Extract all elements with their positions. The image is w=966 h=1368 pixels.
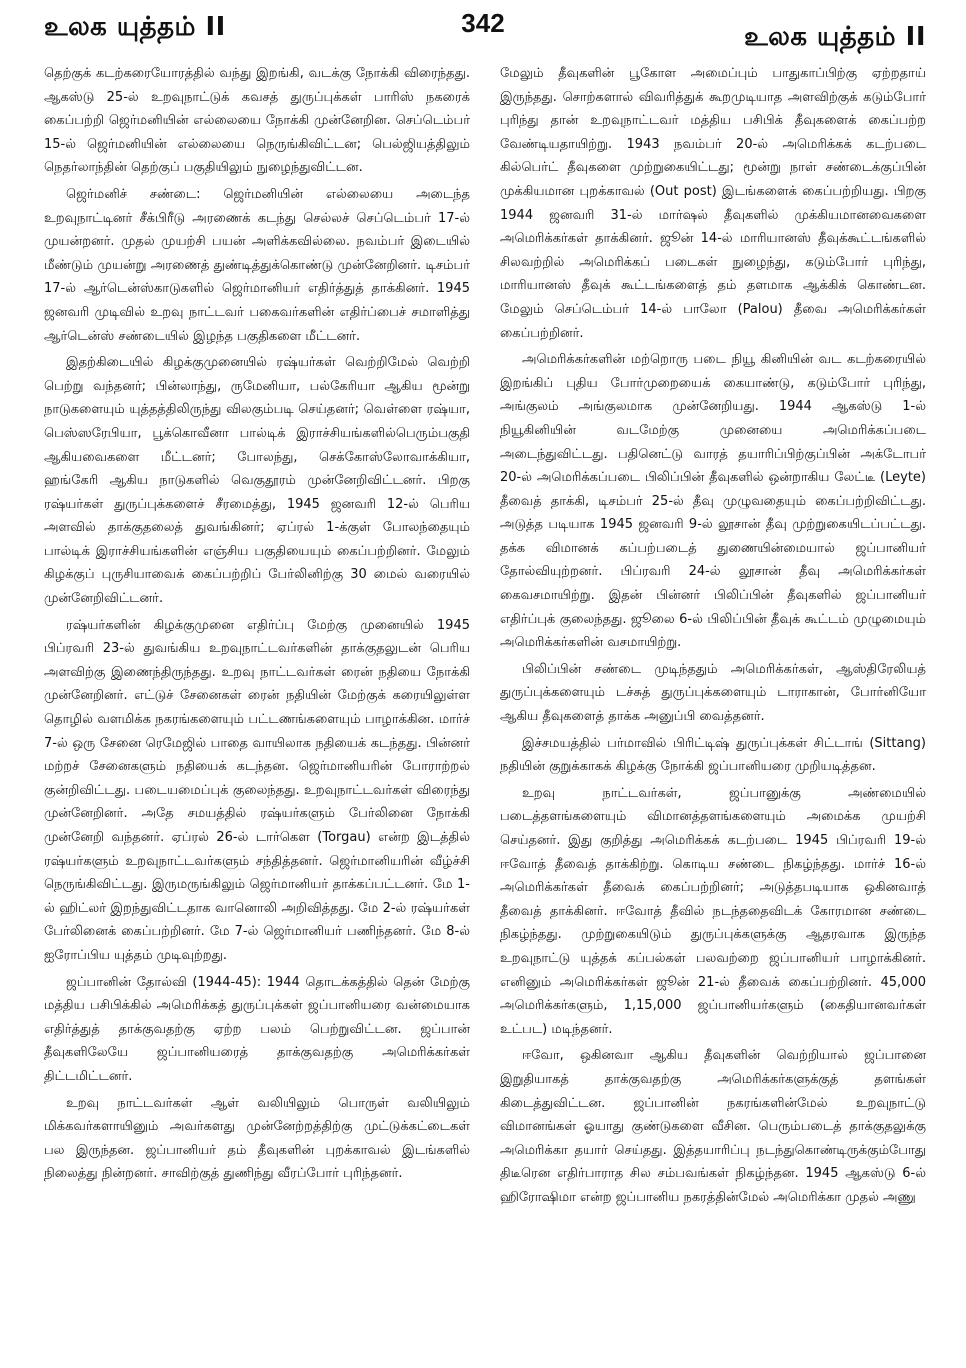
paragraph: இச்சமயத்தில் பர்மாவில் பிரிட்டிஷ் துருப்புக்கள் சிட்டாங் (Sittang) நதியின் குறுக்காகக் கிழக்கு நோக்கி ஜப்பானியரை முறியடித்தன. [500, 735, 926, 775]
paragraph: தெற்குக் கடற்கரையோரத்தில் வந்து இறங்கி, வடக்கு நோக்கி விரைந்தது. ஆகஸ்டு 25-ல் உறவுநாட்டுக் கவசத் துருப்புக்கள் பாரிஸ் நகரைக் கைப்பற்றி ஜெர்மனியின் எல்லையை நோக்கி முன்னேறின. செப்டெம்பர் 15-ல் ஜெர்மனியின் எல்லையை நெருங்கிவிட்டன; பெல்ஜியத்திலும் நெதர்லாந்தின் தெற்குப் பகுதியிலும் நுழைந்துவிட்டன. [44, 66, 470, 176]
running-head-left: உலக யுத்தம் II [44, 12, 226, 42]
paragraph: உறவு நாட்டவர்கள், ஜப்பானுக்கு அண்மையில் படைத்தளங்களையும் விமானத்தளங்களையும் அமைக்க முயற்சி செய்தனர். இது குறித்து அமெரிக்கக் கடற்படை 1945 பிப்ரவரி 19-ல் ஈவோத் தீவைத் தாக்கிற்று. கொடிய சண்டை நிகழ்ந்தது. மார்ச் 16-ல் அமெரிக்கர்கள் தீவைக் கைப்பற்றினர்; அடுத்தபடியாக ஒகினவாத் தீவைத் தாக்கினர். ஈவோத் தீவில் நடந்ததைவிடக் கோரமான சண்டை நிகழ்ந்தது. முற்றுகையிடும் துருப்புக்களுக்கு ஆதரவாக இருந்த உறவுநாட்டு யுத்தக் கப்பல்கள் பலவற்றை ஜப்பானியர் பாழாக்கினர். எனினும் அமெரிக்கர்கள் ஜூன் 21-ல் தீவைக் கைப்பற்றினர். 45,000 அமெரிக்கர்களும், 1,15,000 ஜப்பானியர்களும் (கைதியானவர்கள் உட்பட) மடிந்தனர். [500, 785, 926, 1037]
paragraph: பிலிப்பின் சண்டை முடிந்ததும் அமெரிக்கர்கள், ஆஸ்திரேலியத் துருப்புக்களையும் டச்சுத் துருப்புக்களையும் டாராகான், போர்னியோ ஆகிய தீவுகளைத் தாக்க அனுப்பி வைத்தனர். [500, 661, 926, 725]
paragraph: ஈவோ, ஒகினவா ஆகிய தீவுகளின் வெற்றியால் ஜப்பானை இறுதியாகத் தாக்குவதற்கு அமெரிக்கர்களுக்குத் தளங்கள் கிடைத்துவிட்டன. ஜப்பானின் நகரங்களின்மேல் உறவுநாட்டு விமானங்கள் ஓயாது குண்டுகளை வீசின. பெரும்படைத் தாக்குதலுக்கு அமெரிக்கா தயார் செய்தது. இத்தயாரிப்பு நடந்துகொண்டிருக்கும்போது திடீரென எதிர்பாராத சில சம்பவங்கள் நிகழ்ந்தன. 1945 ஆகஸ்டு 6-ல் ஹிரோஷிமா என்ற ஜப்பானிய நகரத்தின்மேல் அமெரிக்கா முதல் அணு [500, 1048, 926, 1205]
paragraph: மேலும் தீவுகளின் பூகோள அமைப்பும் பாதுகாப்பிற்கு ஏற்றதாய் இருந்தது. சொற்களால் விவரித்துக் கூறமுடியாத அளவிற்குக் கடும்போர் புரிந்து தான் உறவுநாட்டவர் மத்திய பசிபிக் தீவுகளைக் கைப்பற்ற வேண்டியதாயிற்று. 1943 நவம்பர் 20-ல் அமெரிக்கக் கடற்படை கில்பெர்ட் தீவுகளை முற்றுகையிட்டது; மூன்று நாள் சண்டைக்குப்பின் முக்கியமான புறக்காவல் (Out post) இடங்களைக் கைப்பற்றியது. பிறகு 1944 ஜனவரி 31-ல் மார்ஷல் தீவுகளில் முக்கியமானவைகளை அமெரிக்கர்கள் தாக்கினர். ஜூன் 14-ல் மாரியானஸ் தீவுக்கூட்டங்களில் சிலவற்றில் அமெரிக்கப் படைகள் நுழைந்து, கடும்போர் புரிந்து, மாரியானஸ் தீவுக் கூட்டங்களைத் தம் தளமாக ஆக்கிக் கொண்டன. மேலும் செப்டெம்பர் 14-ல் பாலோ (Palou) தீவை அமெரிக்கர்கள் கைப்பற்றினர். [500, 66, 926, 341]
text-columns [44, 62, 926, 1213]
paragraph: ஜப்பானின் தோல்வி (1944-45): 1944 தொடக்கத்தில் தென் மேற்கு மத்திய பசிபிக்கில் அமெரிக்கத் துருப்புக்கள் ஜப்பானியரை வன்மையாக எதிர்த்துத் தாக்குவதற்கு ஏற்ற பலம் பெற்றுவிட்டன. ஜப்பான் தீவுகளிலேயே ஜப்பானியரைத் தாக்குவதற்கு அமெரிக்கர்கள் திட்டமிட்டனர். [44, 974, 470, 1084]
page-header [40, 8, 926, 52]
paragraph: அமெரிக்கர்களின் மற்றொரு படை நியூ கினியின் வட கடற்கரையில் இறங்கிப் புதிய போர்முறையைக் கையாண்டு, கடும்போர் புரிந்து, அங்குலம் அங்குலமாக முன்னேறியது. 1944 ஆகஸ்டு 1-ல் நியூகினியின் வடமேற்கு முனையை அமெரிக்கப்படை அடைந்துவிட்டது. பதினெட்டு வாரத் தயாரிப்பிற்குப்பின் அக்டோபர் 20-ல் அமெரிக்கப்படை பிலிப்பின் தீவுகளில் ஒன்றாகிய லேட்டீ (Leyte) தீவைத் தாக்கி, டிசம்பர் 25-ல் தீவு முழுவதையும் கைப்பற்றிவிட்டது. அடுத்த படியாக 1945 ஜனவரி 9-ல் லூசான் தீவு முற்றுகையிடப்பட்டது. தக்க விமானக் கப்பற்படைத் துணையின்மையால் ஜப்பானியர் தோல்வியுற்றனர். பிப்ரவரி 24-ல் லூசான் தீவு அமெரிக்கர்கள் கைவசமாயிற்று. இதன் பின்னர் பிலிப்பின் தீவுகளில் ஜப்பானியர் எதிர்ப்புக் குலைந்தது. ஜூலை 6-ல் பிலிப்பின் தீவுக் கூட்டம் முழுமையும் அமெரிக்கர்களின் வசமாயிற்று. [500, 352, 926, 651]
paragraph: ரஷ்யர்களின் கிழக்குமுனை எதிர்ப்பு மேற்கு முனையில் 1945 பிப்ரவரி 23-ல் துவங்கிய உறவுநாட்டவர்களின் தாக்குதலுடன் பெரிய அளவிற்கு இணைந்திருந்தது. உறவு நாட்டவர்கள் ரைன் நதியை நோக்கி முன்னேறினர். எட்டுச் சேனைகள் ரைன் நதியின் மேற்குக் கரையிலுள்ள தொழில் வளமிக்க நகரங்களையும் பட்டணங்களையும் பாழாக்கின. மார்ச் 7-ல் ஒரு சேனை ரெமேஜில் பாதை வாயிலாக நதியைக் கடந்தது. பின்னர் மற்றச் சேனைகளும் நதியைக் கடந்தன. ஜெர்மானியரின் போராற்றல் குன்றிவிட்டது. படையமைப்புக் குலைந்தது. உறவுநாட்டவர்கள் விரைந்து முன்னேறினர். அதே சமயத்தில் ரஷ்யர்களும் பேர்லினை நோக்கி முன்னேறி வந்தனர். ஏப்ரல் 26-ல் டார்கௌ (Torgau) என்ற இடத்தில் ரஷ்யர்களும் உறவுநாட்டவர்களும் சந்தித்தனர். ஜெர்மானியரின் வீழ்ச்சி நெருங்கிவிட்டது. இருமருங்கிலும் ஜெர்மானியர் தாக்கப்பட்டனர். மே 1-ல் ஹிட்லர் இறந்துவிட்டதாக வானொலி அறிவித்தது. மே 2-ல் ரஷ்யர்கள் பேர்லினைக் கைப்பற்றினர். மே 7-ல் ஜெர்மானியர் பணிந்தனர். மே 8-ல் ஐரோப்பிய யுத்தம் முடிவுற்றது. [44, 617, 470, 963]
right-column [500, 62, 926, 1213]
paragraph: ஜெர்மனிச் சண்டை: ஜெர்மனியின் எல்லையை அடைந்த உறவுநாட்டினர் சீக்பிரீடு அரணைக் கடந்து செல்லச் செப்டெம்பர் 17-ல் முயன்றனர். முதல் முயற்சி பயன் அளிக்கவில்லை. நவம்பர் இடையில் மீண்டும் முயன்று அரணைத் துண்டித்துக்கொண்டு முன்னேறினர். டிசம்பர் 17-ல் ஆர்டென்ஸ்காடுகளில் ஜெர்மானியர் எதிர்த்துத் தாக்கினர். 1945 ஜனவரி முடிவில் உறவு நாட்டவர் பகைவர்களின் எதிர்ப்பைச் சமாளித்து ஆர்டென்ஸ் சண்டையில் இழந்த பகுதிகளை மீட்டனர். [44, 186, 470, 344]
running-head-right: உலக யுத்தம் II [744, 22, 926, 52]
page-number: 342 [461, 8, 505, 38]
paragraph: இதற்கிடையில் கிழக்குமுனையில் ரஷ்யர்கள் வெற்றிமேல் வெற்றி பெற்று வந்தனர்; பின்லாந்து, ருமேனியா, பல்கேரியா ஆகிய மூன்று நாடுகளையும் யுத்தத்திலிருந்து விலகும்படி செய்தனர்; வெள்ளை ரஷ்யா, பெஸ்ஸரேபியா, பூக்கொவீனா பால்டிக் இராச்சியங்களில்பெரும்பகுதி ஆகியவைகளை மீட்டனர்; போலந்து, செக்கோஸ்லோவாக்கியா, ஹங்கேரி ஆகிய நாடுகளில் வெகுதூரம் முன்னேறிவிட்டனர். பிறகு ரஷ்யர்கள் துருப்புக்களைச் சீரமைத்து, 1945 ஜனவரி 12-ல் பெரிய அளவில் தாக்குதலைத் துவங்கினர்; ஏப்ரல் 1-க்குள் போலந்தையும் பால்டிக் இராச்சியங்களின் எஞ்சிய பகுதியையும் கைப்பற்றினர். மேலும் கிழக்குப் புருசியாவைக் கைப்பற்றிப் பேர்லினிற்கு 30 மைல் வரையில் முன்னேறிவிட்டனர். [44, 355, 470, 607]
left-column [44, 62, 470, 1213]
paragraph: உறவு நாட்டவர்கள் ஆள் வலியிலும் பொருள் வலியிலும் மிக்கவர்களாயினும் அவர்களது முன்னேற்றத்திற்கு முட்டுக்கட்டைகள் பல இருந்தன. ஜப்பானியர் தம் தீவுகளின் புறக்காவல் இடங்களில் நிலைத்து நின்றனர். சாவிற்குத் துணிந்து வீரப்போர் புரிந்தனர். [44, 1095, 470, 1182]
